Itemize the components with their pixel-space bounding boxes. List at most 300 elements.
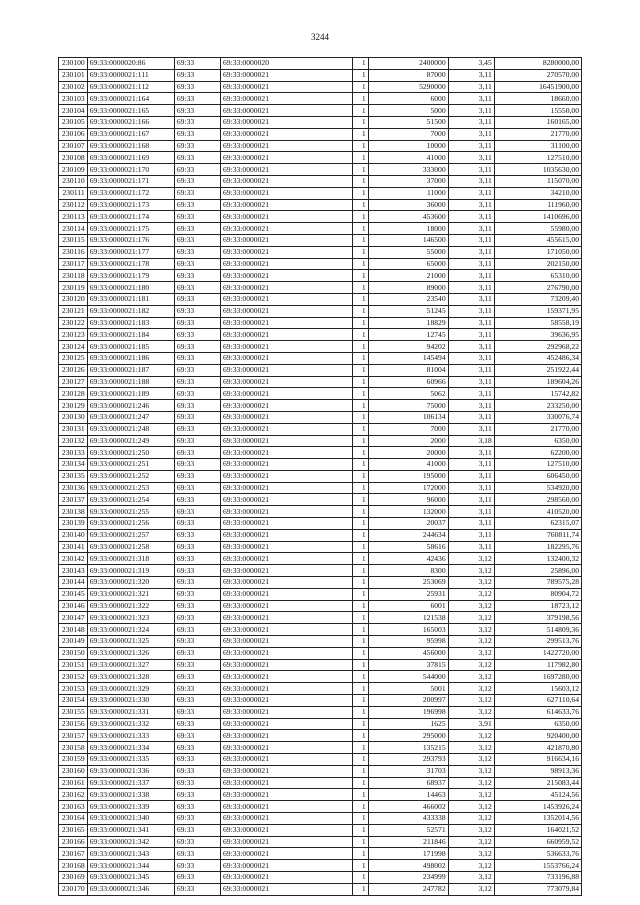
cadastral-number-cell: 69:33:0000021:330: [87, 695, 174, 707]
row-number-cell: 230162: [59, 789, 88, 801]
cadastral-number-cell: 69:33:0000021:257: [87, 529, 174, 541]
rate-cell: 3,11: [448, 258, 494, 270]
cadastral-district-cell: 69:33: [174, 364, 220, 376]
table-row: [59, 341, 582, 353]
cadastral-quarter-cell: 69:33:0000021: [221, 824, 353, 836]
table-row: [59, 754, 582, 766]
row-number-cell: 230147: [59, 612, 88, 624]
count-cell: 1: [353, 494, 368, 506]
area-cell: 171998: [368, 848, 448, 860]
table-row: [59, 81, 582, 93]
count-cell: 1: [353, 105, 368, 117]
table-row: [59, 376, 582, 388]
count-cell: 1: [353, 636, 368, 648]
rate-cell: 3,12: [448, 871, 494, 883]
value-cell: 514809,36: [494, 624, 581, 636]
cadastral-district-cell: 69:33: [174, 659, 220, 671]
cadastral-quarter-cell: 69:33:0000021: [221, 565, 353, 577]
table-row: [59, 128, 582, 140]
cadastral-quarter-cell: 69:33:0000021: [221, 860, 353, 872]
count-cell: 1: [353, 81, 368, 93]
area-cell: 172000: [368, 482, 448, 494]
row-number-cell: 230111: [59, 187, 88, 199]
cadastral-number-cell: 69:33:0000021:171: [87, 175, 174, 187]
count-cell: 1: [353, 164, 368, 176]
cadastral-number-cell: 69:33:0000021:249: [87, 435, 174, 447]
cadastral-number-cell: 69:33:0000021:337: [87, 777, 174, 789]
value-cell: 536633,76: [494, 848, 581, 860]
cadastral-number-cell: 69:33:0000021:184: [87, 329, 174, 341]
area-cell: 81004: [368, 364, 448, 376]
table-row: [59, 824, 582, 836]
count-cell: 1: [353, 624, 368, 636]
cadastral-number-cell: 69:33:0000021:318: [87, 553, 174, 565]
value-cell: 127510,00: [494, 152, 581, 164]
count-cell: 1: [353, 529, 368, 541]
count-cell: 1: [353, 871, 368, 883]
area-cell: 433338: [368, 813, 448, 825]
row-number-cell: 230145: [59, 588, 88, 600]
count-cell: 1: [353, 211, 368, 223]
cadastral-district-cell: 69:33: [174, 411, 220, 423]
row-number-cell: 230166: [59, 836, 88, 848]
cadastral-quarter-cell: 69:33:0000021: [221, 152, 353, 164]
cadastral-number-cell: 69:33:0000021:175: [87, 223, 174, 235]
table-row: [59, 199, 582, 211]
value-cell: 299513,76: [494, 636, 581, 648]
cadastral-district-cell: 69:33: [174, 529, 220, 541]
rate-cell: 3,12: [448, 765, 494, 777]
value-cell: 160165,00: [494, 116, 581, 128]
row-number-cell: 230118: [59, 270, 88, 282]
table-row: [59, 187, 582, 199]
rate-cell: 3,12: [448, 683, 494, 695]
cadastral-quarter-cell: 69:33:0000021: [221, 376, 353, 388]
row-number-cell: 230161: [59, 777, 88, 789]
row-number-cell: 230131: [59, 423, 88, 435]
row-number-cell: 230125: [59, 352, 88, 364]
row-number-cell: 230167: [59, 848, 88, 860]
area-cell: 253069: [368, 577, 448, 589]
cadastral-quarter-cell: 69:33:0000021: [221, 187, 353, 199]
area-cell: 2400000: [368, 58, 448, 70]
area-cell: 52571: [368, 824, 448, 836]
area-cell: 135215: [368, 742, 448, 754]
cadastral-number-cell: 69:33:0000021:112: [87, 81, 174, 93]
table-row: [59, 282, 582, 294]
rate-cell: 3,12: [448, 860, 494, 872]
cadastral-quarter-cell: 69:33:0000021: [221, 695, 353, 707]
row-number-cell: 230116: [59, 246, 88, 258]
rate-cell: 3,11: [448, 140, 494, 152]
table-row: [59, 730, 582, 742]
cadastral-quarter-cell: 69:33:0000021: [221, 140, 353, 152]
count-cell: 1: [353, 565, 368, 577]
area-cell: 106134: [368, 411, 448, 423]
count-cell: 1: [353, 860, 368, 872]
cadastral-quarter-cell: 69:33:0000021: [221, 765, 353, 777]
table-row: [59, 482, 582, 494]
count-cell: 1: [353, 187, 368, 199]
rate-cell: 3,11: [448, 187, 494, 199]
area-cell: 51245: [368, 305, 448, 317]
row-number-cell: 230134: [59, 459, 88, 471]
rate-cell: 3,11: [448, 223, 494, 235]
count-cell: 1: [353, 352, 368, 364]
value-cell: 18723,12: [494, 600, 581, 612]
table-row: [59, 116, 582, 128]
area-cell: 132000: [368, 506, 448, 518]
count-cell: 1: [353, 199, 368, 211]
cadastral-number-cell: 69:33:0000021:250: [87, 447, 174, 459]
area-cell: 244634: [368, 529, 448, 541]
cadastral-number-cell: 69:33:0000021:183: [87, 317, 174, 329]
count-cell: 1: [353, 506, 368, 518]
value-cell: 606450,00: [494, 470, 581, 482]
value-cell: 117982,80: [494, 659, 581, 671]
table-row: [59, 848, 582, 860]
rate-cell: 3,11: [448, 234, 494, 246]
table-row: [59, 435, 582, 447]
value-cell: 8280000,00: [494, 58, 581, 70]
value-cell: 115070,00: [494, 175, 581, 187]
table-row: [59, 624, 582, 636]
count-cell: 1: [353, 553, 368, 565]
rate-cell: 3,12: [448, 647, 494, 659]
row-number-cell: 230156: [59, 718, 88, 730]
cadastral-number-cell: 69:33:0000021:342: [87, 836, 174, 848]
rate-cell: 3,11: [448, 152, 494, 164]
cadastral-number-cell: 69:33:0000021:331: [87, 706, 174, 718]
value-cell: 65310,00: [494, 270, 581, 282]
row-number-cell: 230124: [59, 341, 88, 353]
cadastral-quarter-cell: 69:33:0000021: [221, 69, 353, 81]
area-cell: 55000: [368, 246, 448, 258]
cadastral-district-cell: 69:33: [174, 152, 220, 164]
table-row: [59, 860, 582, 872]
cadastral-district-cell: 69:33: [174, 423, 220, 435]
rate-cell: 3,11: [448, 482, 494, 494]
rate-cell: 3,12: [448, 600, 494, 612]
cadastral-quarter-cell: 69:33:0000021: [221, 848, 353, 860]
value-cell: 233250,00: [494, 400, 581, 412]
area-cell: 247782: [368, 883, 448, 895]
cadastral-number-cell: 69:33:0000021:177: [87, 246, 174, 258]
rate-cell: 3,11: [448, 211, 494, 223]
count-cell: 1: [353, 246, 368, 258]
area-cell: 94202: [368, 341, 448, 353]
rate-cell: 3,11: [448, 376, 494, 388]
cadastral-number-cell: 69:33:0000021:247: [87, 411, 174, 423]
cadastral-number-cell: 69:33:0000021:182: [87, 305, 174, 317]
table-row: [59, 577, 582, 589]
value-cell: 789575,28: [494, 577, 581, 589]
value-cell: 45124,56: [494, 789, 581, 801]
value-cell: 330076,74: [494, 411, 581, 423]
cadastral-quarter-cell: 69:33:0000021: [221, 164, 353, 176]
area-cell: 200997: [368, 695, 448, 707]
value-cell: 1453926,24: [494, 801, 581, 813]
rate-cell: 3,11: [448, 128, 494, 140]
cadastral-district-cell: 69:33: [174, 175, 220, 187]
value-cell: 80904,72: [494, 588, 581, 600]
cadastral-quarter-cell: 69:33:0000021: [221, 400, 353, 412]
value-cell: 534920,00: [494, 482, 581, 494]
cadastral-quarter-cell: 69:33:0000021: [221, 341, 353, 353]
rate-cell: 3,11: [448, 93, 494, 105]
rate-cell: 3,11: [448, 518, 494, 530]
rate-cell: 3,12: [448, 588, 494, 600]
rate-cell: 3,12: [448, 659, 494, 671]
rate-cell: 3,12: [448, 848, 494, 860]
row-number-cell: 230164: [59, 813, 88, 825]
row-number-cell: 230160: [59, 765, 88, 777]
count-cell: 1: [353, 305, 368, 317]
row-number-cell: 230127: [59, 376, 88, 388]
cadastral-number-cell: 69:33:0000021:179: [87, 270, 174, 282]
cadastral-quarter-cell: 69:33:0000021: [221, 128, 353, 140]
rate-cell: 3,11: [448, 400, 494, 412]
area-cell: 195000: [368, 470, 448, 482]
value-cell: 159371,95: [494, 305, 581, 317]
value-cell: 98913,36: [494, 765, 581, 777]
count-cell: 1: [353, 329, 368, 341]
cadastral-number-cell: 69:33:0000021:335: [87, 754, 174, 766]
row-number-cell: 230170: [59, 883, 88, 895]
value-cell: 410520,00: [494, 506, 581, 518]
area-cell: 95998: [368, 636, 448, 648]
rate-cell: 3,11: [448, 364, 494, 376]
row-number-cell: 230143: [59, 565, 88, 577]
count-cell: 1: [353, 612, 368, 624]
table-row: [59, 270, 582, 282]
cadastral-number-cell: 69:33:0000021:167: [87, 128, 174, 140]
cadastral-district-cell: 69:33: [174, 565, 220, 577]
cadastral-district-cell: 69:33: [174, 718, 220, 730]
cadastral-district-cell: 69:33: [174, 246, 220, 258]
cadastral-quarter-cell: 69:33:0000021: [221, 282, 353, 294]
value-cell: 62200,00: [494, 447, 581, 459]
area-cell: 18000: [368, 223, 448, 235]
row-number-cell: 230140: [59, 529, 88, 541]
cadastral-number-cell: 69:33:0000021:246: [87, 400, 174, 412]
value-cell: 202150,00: [494, 258, 581, 270]
table-row: [59, 329, 582, 341]
row-number-cell: 230142: [59, 553, 88, 565]
row-number-cell: 230123: [59, 329, 88, 341]
count-cell: 1: [353, 234, 368, 246]
table-row: [59, 152, 582, 164]
count-cell: 1: [353, 258, 368, 270]
cadastral-district-cell: 69:33: [174, 317, 220, 329]
row-number-cell: 230152: [59, 671, 88, 683]
row-number-cell: 230115: [59, 234, 88, 246]
count-cell: 1: [353, 883, 368, 895]
cadastral-quarter-cell: 69:33:0000021: [221, 636, 353, 648]
count-cell: 1: [353, 836, 368, 848]
rate-cell: 3,12: [448, 777, 494, 789]
cadastral-number-cell: 69:33:0000021:248: [87, 423, 174, 435]
cadastral-number-cell: 69:33:0000021:336: [87, 765, 174, 777]
table-row: [59, 234, 582, 246]
table-row: [59, 706, 582, 718]
area-cell: 21000: [368, 270, 448, 282]
area-cell: 60966: [368, 376, 448, 388]
cadastral-quarter-cell: 69:33:0000021: [221, 175, 353, 187]
cadastral-number-cell: 69:33:0000021:166: [87, 116, 174, 128]
value-cell: 6350,00: [494, 718, 581, 730]
table-row: [59, 58, 582, 70]
area-cell: 7000: [368, 423, 448, 435]
cadastral-district-cell: 69:33: [174, 352, 220, 364]
table-row: [59, 140, 582, 152]
cadastral-number-cell: 69:33:0000021:165: [87, 105, 174, 117]
rate-cell: 3,11: [448, 270, 494, 282]
count-cell: 1: [353, 718, 368, 730]
count-cell: 1: [353, 93, 368, 105]
table-row: [59, 223, 582, 235]
table-row: [59, 813, 582, 825]
rate-cell: 3,11: [448, 341, 494, 353]
rate-cell: 3,12: [448, 612, 494, 624]
area-cell: 5290000: [368, 81, 448, 93]
rate-cell: 3,11: [448, 352, 494, 364]
cadastral-district-cell: 69:33: [174, 860, 220, 872]
cadastral-district-cell: 69:33: [174, 341, 220, 353]
row-number-cell: 230129: [59, 400, 88, 412]
count-cell: 1: [353, 128, 368, 140]
area-cell: 36000: [368, 199, 448, 211]
row-number-cell: 230155: [59, 706, 88, 718]
cadastral-number-cell: 69:33:0000021:254: [87, 494, 174, 506]
cadastral-district-cell: 69:33: [174, 636, 220, 648]
value-cell: 171050,00: [494, 246, 581, 258]
cadastral-district-cell: 69:33: [174, 140, 220, 152]
row-number-cell: 230103: [59, 93, 88, 105]
value-cell: 760811,74: [494, 529, 581, 541]
value-cell: 15550,00: [494, 105, 581, 117]
row-number-cell: 230106: [59, 128, 88, 140]
table-row: [59, 541, 582, 553]
cadastral-quarter-cell: 69:33:0000021: [221, 470, 353, 482]
cadastral-district-cell: 69:33: [174, 400, 220, 412]
area-cell: 89000: [368, 282, 448, 294]
rate-cell: 3,11: [448, 246, 494, 258]
value-cell: 21770,00: [494, 128, 581, 140]
rate-cell: 3,11: [448, 199, 494, 211]
count-cell: 1: [353, 293, 368, 305]
cadastral-quarter-cell: 69:33:0000021: [221, 624, 353, 636]
cadastral-district-cell: 69:33: [174, 223, 220, 235]
area-cell: 41000: [368, 459, 448, 471]
table-row: [59, 718, 582, 730]
cadastral-number-cell: 69:33:0000021:258: [87, 541, 174, 553]
value-cell: 773079,84: [494, 883, 581, 895]
rate-cell: 3,12: [448, 671, 494, 683]
area-cell: 333000: [368, 164, 448, 176]
cadastral-number-cell: 69:33:0000021:186: [87, 352, 174, 364]
cadastral-number-cell: 69:33:0000021:251: [87, 459, 174, 471]
cadastral-district-cell: 69:33: [174, 187, 220, 199]
rate-cell: 3,11: [448, 105, 494, 117]
rate-cell: 3,12: [448, 813, 494, 825]
row-number-cell: 230101: [59, 69, 88, 81]
cadastral-quarter-cell: 69:33:0000021: [221, 317, 353, 329]
cadastral-quarter-cell: 69:33:0000021: [221, 754, 353, 766]
cadastral-district-cell: 69:33: [174, 459, 220, 471]
cadastral-number-cell: 69:33:0000021:174: [87, 211, 174, 223]
cadastral-quarter-cell: 69:33:0000021: [221, 647, 353, 659]
area-cell: 2000: [368, 435, 448, 447]
cadastral-quarter-cell: 69:33:0000021: [221, 706, 353, 718]
rate-cell: 3,12: [448, 706, 494, 718]
rate-cell: 3,11: [448, 116, 494, 128]
cadastral-number-cell: 69:33:0000021:169: [87, 152, 174, 164]
value-cell: 920400,00: [494, 730, 581, 742]
area-cell: 11000: [368, 187, 448, 199]
area-cell: 456000: [368, 647, 448, 659]
rate-cell: 3,12: [448, 883, 494, 895]
page-number: 3244: [311, 32, 329, 42]
cadastral-quarter-cell: 69:33:0000021: [221, 883, 353, 895]
rate-cell: 3,11: [448, 175, 494, 187]
count-cell: 1: [353, 577, 368, 589]
table-row: [59, 588, 582, 600]
table-row: [59, 447, 582, 459]
cadastral-number-cell: 69:33:0000021:168: [87, 140, 174, 152]
value-cell: 127510,00: [494, 459, 581, 471]
area-cell: 20037: [368, 518, 448, 530]
table-row: [59, 789, 582, 801]
cadastral-number-cell: 69:33:0000021:170: [87, 164, 174, 176]
table-row: [59, 423, 582, 435]
cadastral-number-cell: 69:33:0000021:341: [87, 824, 174, 836]
cadastral-number-cell: 69:33:0000021:164: [87, 93, 174, 105]
cadastral-district-cell: 69:33: [174, 695, 220, 707]
table-row: [59, 470, 582, 482]
table-row: [59, 765, 582, 777]
count-cell: 1: [353, 388, 368, 400]
area-cell: 75000: [368, 400, 448, 412]
area-cell: 20000: [368, 447, 448, 459]
value-cell: 276790,00: [494, 282, 581, 294]
rate-cell: 3,12: [448, 789, 494, 801]
rate-cell: 3,12: [448, 553, 494, 565]
count-cell: 1: [353, 541, 368, 553]
row-number-cell: 230130: [59, 411, 88, 423]
value-cell: 1352014,56: [494, 813, 581, 825]
count-cell: 1: [353, 754, 368, 766]
cadastral-quarter-cell: 69:33:0000021: [221, 270, 353, 282]
rate-cell: 3,11: [448, 506, 494, 518]
count-cell: 1: [353, 801, 368, 813]
count-cell: 1: [353, 447, 368, 459]
area-cell: 10000: [368, 140, 448, 152]
cadastral-district-cell: 69:33: [174, 116, 220, 128]
count-cell: 1: [353, 647, 368, 659]
row-number-cell: 230141: [59, 541, 88, 553]
area-cell: 8300: [368, 565, 448, 577]
count-cell: 1: [353, 175, 368, 187]
cadastral-number-cell: 69:33:0000021:338: [87, 789, 174, 801]
value-cell: 189604,26: [494, 376, 581, 388]
value-cell: 62315,07: [494, 518, 581, 530]
cadastral-district-cell: 69:33: [174, 482, 220, 494]
count-cell: 1: [353, 152, 368, 164]
cadastral-quarter-cell: 69:33:0000021: [221, 423, 353, 435]
cadastral-quarter-cell: 69:33:0000021: [221, 777, 353, 789]
cadastral-district-cell: 69:33: [174, 282, 220, 294]
